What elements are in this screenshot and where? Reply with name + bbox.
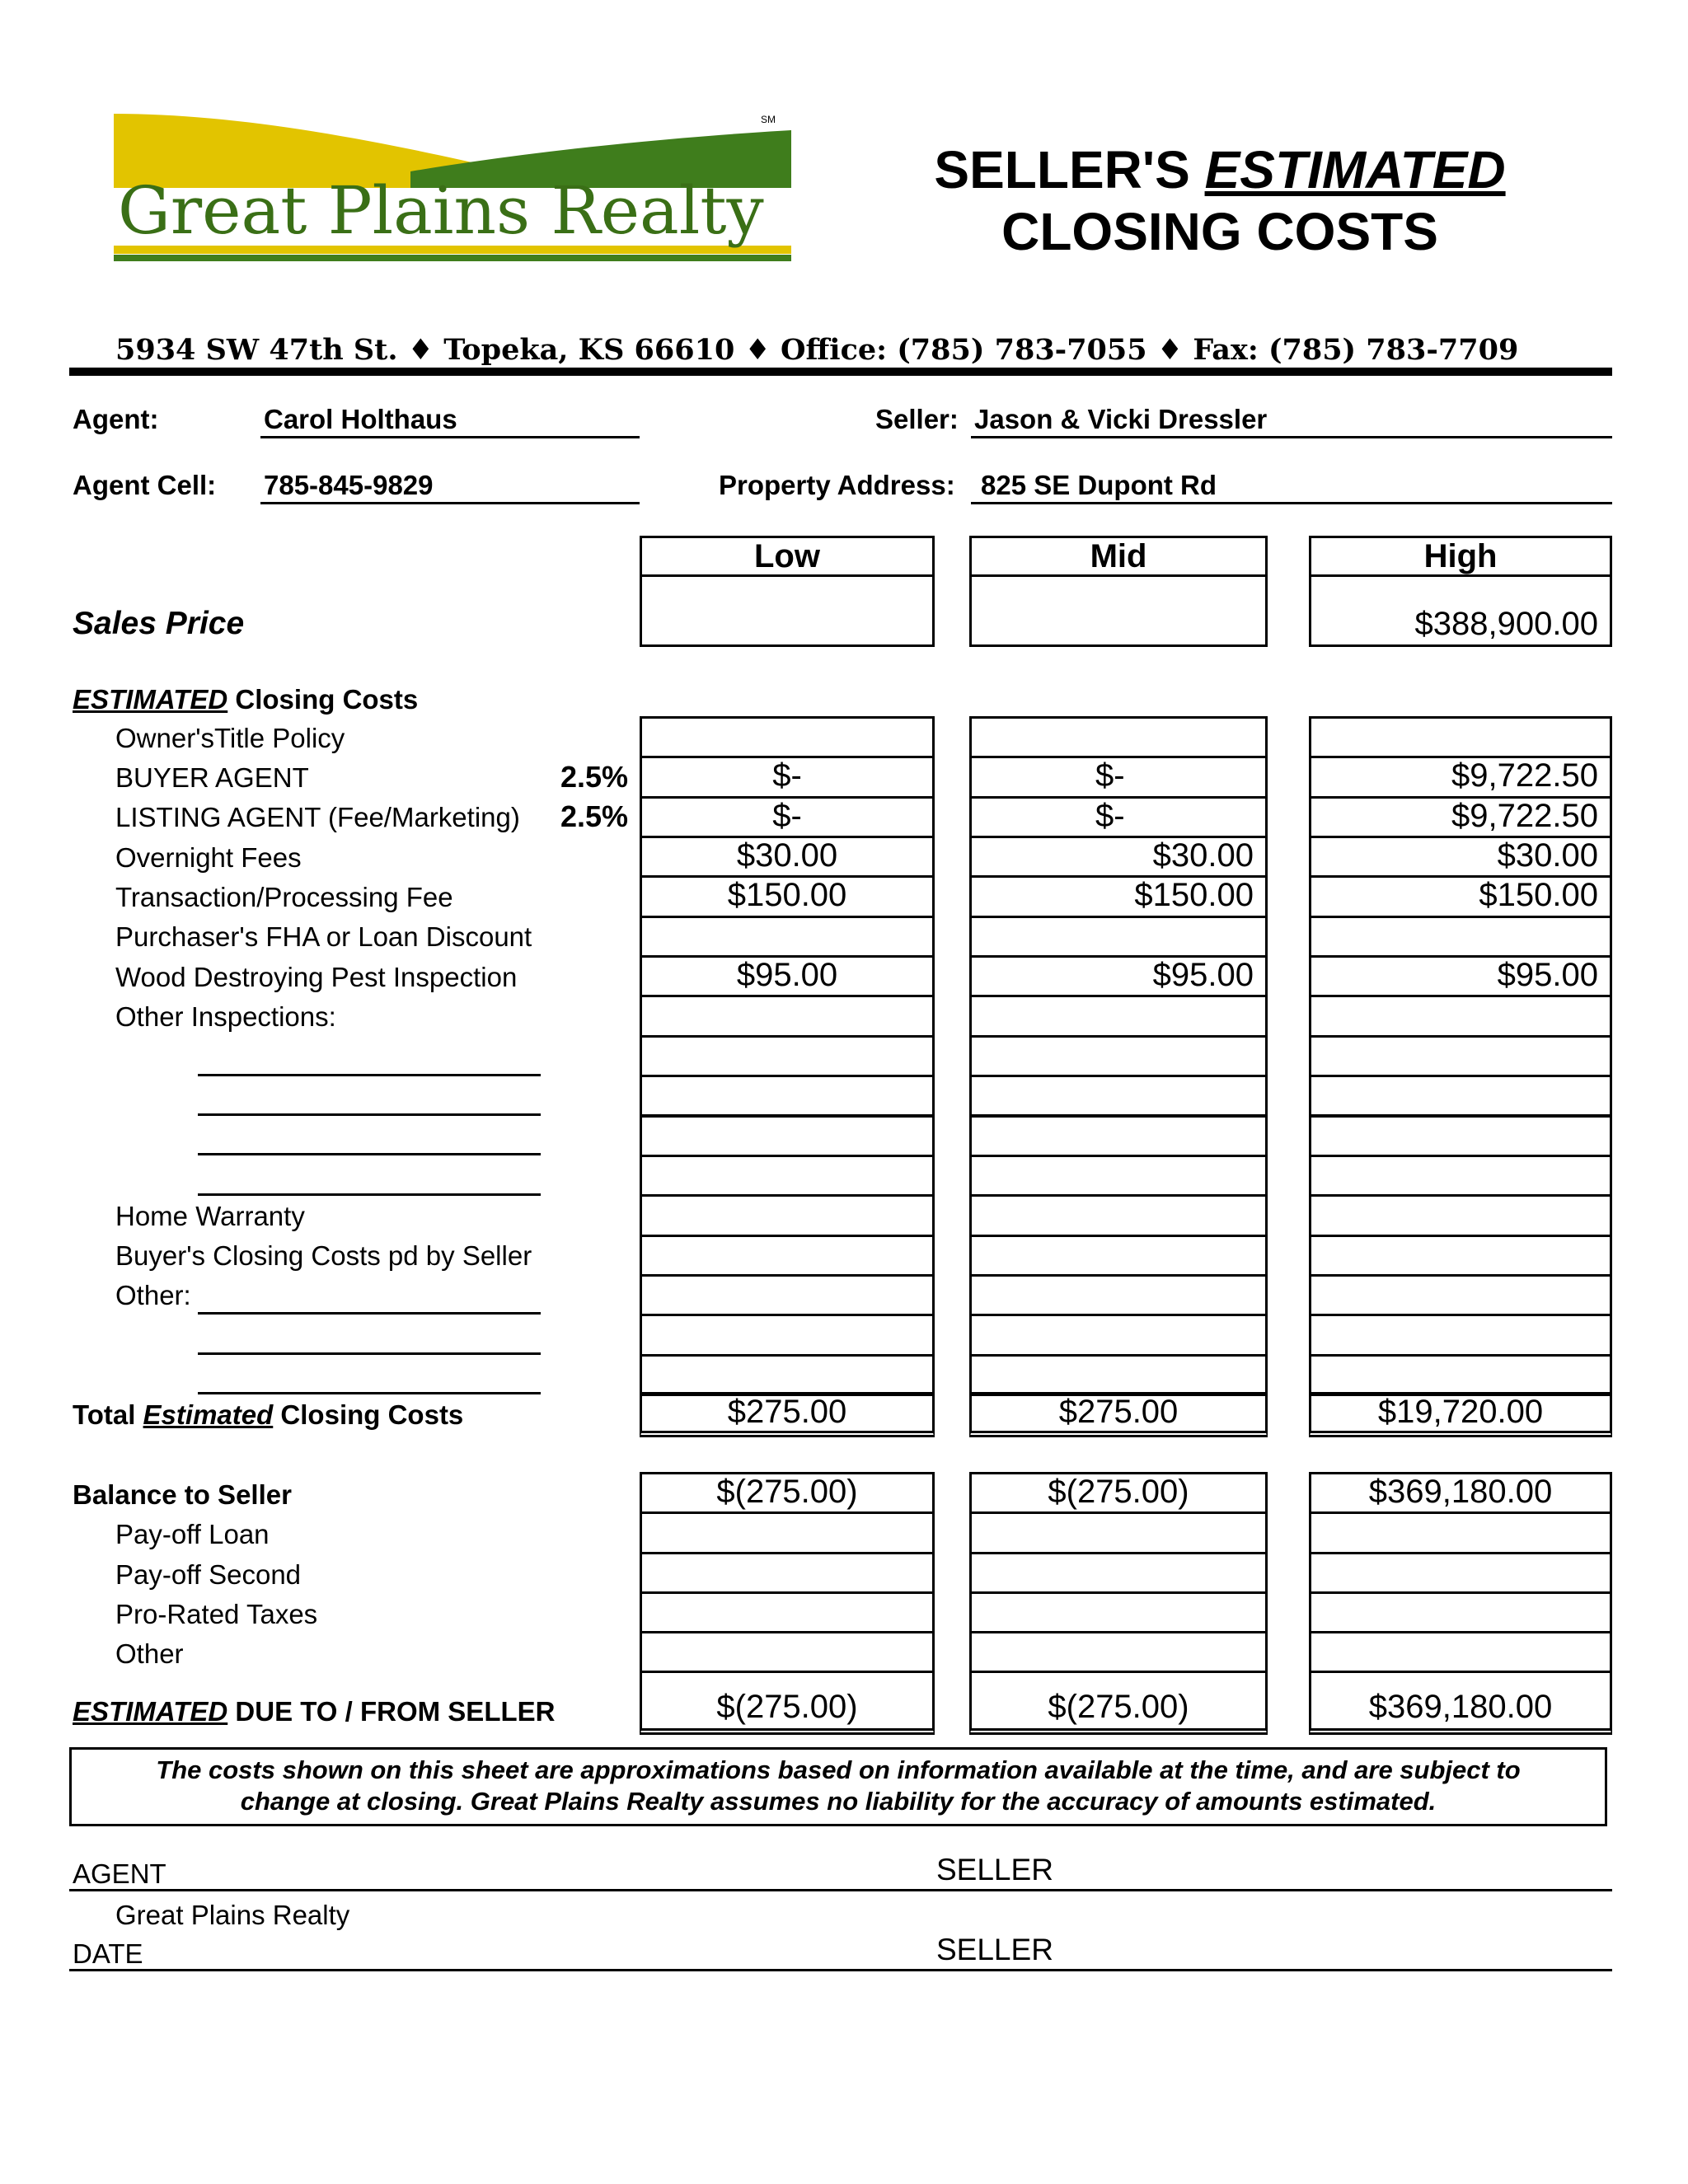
seller-label: Seller: xyxy=(875,404,959,434)
cost-cell-mid: $30.00 xyxy=(969,836,1268,878)
due-mid: $(275.00) xyxy=(969,1671,1268,1735)
cost-cell-low xyxy=(640,1314,935,1356)
balance-item-prorated-taxes: Pro-Rated Taxes xyxy=(115,1599,318,1629)
cost-cell-mid xyxy=(969,1274,1268,1316)
property-address-value: 825 SE Dupont Rd xyxy=(981,470,1217,500)
cost-cell-high: $9,722.50 xyxy=(1309,796,1612,838)
cost-cell-low: $30.00 xyxy=(640,836,935,878)
cost-cell-mid xyxy=(969,1075,1268,1117)
cost-cell-low xyxy=(640,1235,935,1277)
signature-line-2[interactable] xyxy=(69,1969,1612,1971)
item-label-buyer-closing-costs: Buyer's Closing Costs pd by Seller xyxy=(115,1240,532,1271)
total-high: $19,720.00 xyxy=(1309,1392,1612,1437)
closing-costs-heading xyxy=(73,684,418,715)
agent-value: Carol Holthaus xyxy=(264,404,457,434)
due-emphasis: ESTIMATED xyxy=(73,1696,228,1727)
seller-underline xyxy=(971,436,1612,438)
logo-text: Great Plains Realty xyxy=(118,172,764,249)
balance-cell-high xyxy=(1309,1552,1612,1594)
cost-cell-low: $- xyxy=(640,796,935,838)
column-header-mid: Mid xyxy=(969,536,1268,577)
cost-cell-low xyxy=(640,1354,935,1396)
item-label-pest-inspection: Wood Destroying Pest Inspection xyxy=(115,962,518,992)
cost-cell-high xyxy=(1309,1314,1612,1356)
listing-agent-percent: 2.5% xyxy=(560,799,629,833)
balance-to-seller-mid: $(275.00) xyxy=(969,1472,1268,1514)
closing-costs-heading-emphasis: ESTIMATED xyxy=(73,684,228,715)
item-label-overnight-fees: Overnight Fees xyxy=(115,842,302,873)
agent-underline xyxy=(260,436,640,438)
blank-line-6 xyxy=(198,1352,541,1355)
cost-cell-high xyxy=(1309,1115,1612,1157)
item-label-transaction-fee: Transaction/Processing Fee xyxy=(115,882,453,912)
cost-cell-mid xyxy=(969,1115,1268,1157)
sales-price-high: $388,900.00 xyxy=(1309,574,1612,647)
item-label-other-inspections: Other Inspections: xyxy=(115,1001,336,1032)
cost-cell-mid xyxy=(969,1035,1268,1077)
balance-cell-high xyxy=(1309,1631,1612,1673)
cost-cell-low: $- xyxy=(640,756,935,798)
seller-value: Jason & Vicki Dressler xyxy=(974,404,1268,434)
agent-company: Great Plains Realty xyxy=(115,1900,350,1930)
agent-cell-value: 785-845-9829 xyxy=(264,470,434,500)
date-label: DATE xyxy=(73,1938,143,1969)
seller-signature-label-1: SELLER xyxy=(936,1853,1053,1886)
balance-item-other: Other xyxy=(115,1638,184,1669)
property-address-label: Property Address: xyxy=(719,470,955,500)
cost-cell-high xyxy=(1309,916,1612,958)
balance-cell-high xyxy=(1309,1591,1612,1633)
blank-line-3 xyxy=(198,1153,541,1155)
balance-cell-mid xyxy=(969,1631,1268,1673)
cost-cell-mid xyxy=(969,716,1268,758)
total-mid: $275.00 xyxy=(969,1392,1268,1437)
cost-cell-high: $95.00 xyxy=(1309,955,1612,997)
blank-line-1 xyxy=(198,1074,541,1076)
due-high: $369,180.00 xyxy=(1309,1671,1612,1735)
cost-cell-low xyxy=(640,916,935,958)
cost-cell-high xyxy=(1309,1235,1612,1277)
total-closing-costs-label xyxy=(73,1399,463,1431)
item-label-buyer-agent: BUYER AGENT xyxy=(115,762,309,793)
item-label-home-warranty: Home Warranty xyxy=(115,1201,305,1231)
sales-price-low xyxy=(640,574,935,647)
cost-cell-mid xyxy=(969,916,1268,958)
cost-cell-high: $9,722.50 xyxy=(1309,756,1612,798)
buyer-agent-percent: 2.5% xyxy=(560,760,629,794)
cost-cell-low xyxy=(640,1035,935,1077)
balance-to-seller-low: $(275.00) xyxy=(640,1472,935,1514)
cost-cell-high xyxy=(1309,1354,1612,1396)
cost-cell-mid: $- xyxy=(969,796,1268,838)
item-label-owners-title-policy: Owner'sTitle Policy xyxy=(115,723,345,753)
total-low: $275.00 xyxy=(640,1392,935,1437)
cost-cell-high xyxy=(1309,995,1612,1037)
cost-cell-mid xyxy=(969,1354,1268,1396)
cost-cell-low xyxy=(640,1274,935,1316)
blank-line-5 xyxy=(198,1312,541,1315)
cost-cell-high: $30.00 xyxy=(1309,836,1612,878)
disclaimer-line-1: The costs shown on this sheet are approximations based on information available at the time, and are subject to xyxy=(156,1755,1521,1784)
agent-cell-label: Agent Cell: xyxy=(73,470,217,500)
balance-cell-mid xyxy=(969,1552,1268,1594)
cost-cell-low xyxy=(640,995,935,1037)
cost-cell-mid: $- xyxy=(969,756,1268,798)
disclaimer-box xyxy=(69,1747,1607,1826)
balance-item-payoff-loan: Pay-off Loan xyxy=(115,1519,270,1549)
office-address-line: 5934 SW 47th St. ♦ Topeka, KS 66610 ♦ Office: (785) 783-7055 ♦ Fax: (785) 783-7709 xyxy=(115,333,1519,367)
cost-cell-mid: $150.00 xyxy=(969,875,1268,917)
total-suffix: Closing Costs xyxy=(273,1399,464,1430)
balance-cell-low xyxy=(640,1511,935,1554)
cost-cell-low xyxy=(640,716,935,758)
blank-line-7 xyxy=(198,1392,541,1394)
cost-cell-high xyxy=(1309,1194,1612,1236)
balance-to-seller-high: $369,180.00 xyxy=(1309,1472,1612,1514)
balance-cell-high xyxy=(1309,1511,1612,1554)
cost-cell-low xyxy=(640,1115,935,1157)
item-label-fha-discount: Purchaser's FHA or Loan Discount xyxy=(115,921,532,952)
cost-cell-low xyxy=(640,1155,935,1197)
cost-cell-low: $95.00 xyxy=(640,955,935,997)
balance-item-payoff-second: Pay-off Second xyxy=(115,1559,302,1590)
cost-cell-high: $150.00 xyxy=(1309,875,1612,917)
great-plains-realty-logo xyxy=(114,110,791,266)
disclaimer-line-2: change at closing. Great Plains Realty assumes no liability for the accuracy of amounts estimated. xyxy=(240,1787,1437,1816)
cost-cell-mid xyxy=(969,1194,1268,1236)
cost-cell-mid xyxy=(969,1235,1268,1277)
balance-cell-low xyxy=(640,1591,935,1633)
agent-label: Agent: xyxy=(73,404,159,434)
agent-cell-underline xyxy=(260,502,640,504)
header-rule xyxy=(69,368,1612,376)
cost-cell-high xyxy=(1309,1035,1612,1077)
blank-line-4 xyxy=(198,1193,541,1196)
blank-line-2 xyxy=(198,1113,541,1116)
balance-cell-low xyxy=(640,1552,935,1594)
balance-cell-mid xyxy=(969,1511,1268,1554)
cost-cell-high xyxy=(1309,716,1612,758)
cost-cell-low: $150.00 xyxy=(640,875,935,917)
signature-line-1[interactable] xyxy=(69,1889,1612,1891)
title-prefix: SELLER'S xyxy=(934,140,1190,199)
item-label-other: Other: xyxy=(115,1280,191,1310)
sales-price-mid xyxy=(969,574,1268,647)
closing-costs-heading-rest: Closing Costs xyxy=(227,684,419,715)
cost-cell-high xyxy=(1309,1155,1612,1197)
total-prefix: Total xyxy=(73,1399,143,1430)
due-low: $(275.00) xyxy=(640,1671,935,1735)
seller-signature-label-2: SELLER xyxy=(936,1933,1053,1966)
item-label-listing-agent: LISTING AGENT (Fee/Marketing) xyxy=(115,802,520,832)
cost-cell-low xyxy=(640,1075,935,1117)
due-to-from-seller-label xyxy=(73,1696,555,1727)
column-header-low: Low xyxy=(640,536,935,577)
title-line-1 xyxy=(890,140,1550,199)
total-emphasis: Estimated xyxy=(143,1399,274,1430)
cost-cell-mid: $95.00 xyxy=(969,955,1268,997)
property-address-underline xyxy=(971,502,1612,504)
agent-signature-label: AGENT xyxy=(73,1858,166,1889)
sales-price-label: Sales Price xyxy=(73,606,245,641)
balance-to-seller-label: Balance to Seller xyxy=(73,1479,292,1510)
cost-cell-mid xyxy=(969,995,1268,1037)
cost-cell-high xyxy=(1309,1075,1612,1117)
cost-cell-mid xyxy=(969,1155,1268,1197)
column-header-high: High xyxy=(1309,536,1612,577)
balance-cell-mid xyxy=(969,1591,1268,1633)
cost-cell-high xyxy=(1309,1274,1612,1316)
cost-cell-low xyxy=(640,1194,935,1236)
balance-cell-low xyxy=(640,1631,935,1673)
cost-cell-mid xyxy=(969,1314,1268,1356)
title-emphasis: ESTIMATED xyxy=(1204,140,1506,199)
title-line-2: CLOSING COSTS xyxy=(1001,202,1438,261)
due-rest: DUE TO / FROM SELLER xyxy=(227,1696,556,1727)
logo-sm-mark: SM xyxy=(761,114,776,125)
